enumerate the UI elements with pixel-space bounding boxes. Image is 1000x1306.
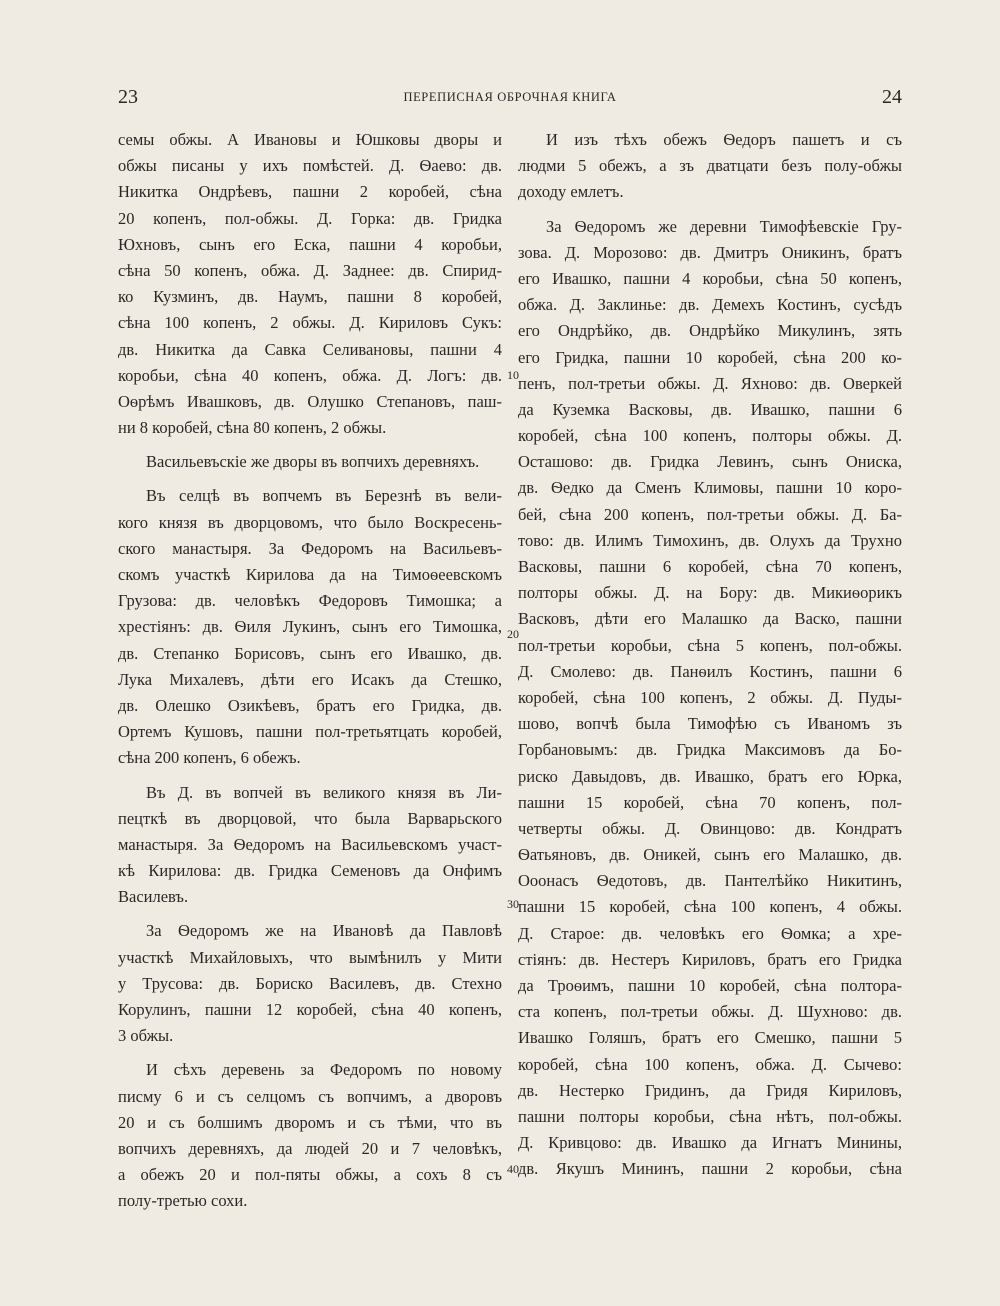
page-header <box>118 86 902 112</box>
text-line: его Гридка, пашни 10 коробей, сѣна 200 ко- <box>518 347 902 367</box>
text-line: ского манастыря. За Федоромъ на Васильевъ- <box>118 538 502 558</box>
text-line: писму 6 и съ селцомъ съ вопчимъ, а дворовъ <box>118 1086 502 1106</box>
text-line: Ортемъ Кушовъ, пашни пол-третьятцать коробей, <box>118 722 502 742</box>
text-line: бей, сѣна 200 копенъ, пол-третьи обжы. Д. Ба- <box>518 504 902 524</box>
text-line: ни 8 коробей, сѣна 80 копенъ, 2 обжы. <box>118 418 387 438</box>
line-number-40: 40 <box>507 1162 519 1176</box>
text-line: пашни 15 коробей, сѣна 100 копенъ, 4 обжы. <box>518 897 902 917</box>
text-line: Д. Смолево: дв. Панѳилъ Костинъ, пашни 6 <box>518 661 902 681</box>
text-line: да Куземка Васковы, дв. Ивашко, пашни 6 <box>518 399 902 419</box>
text-line: шово, вопчѣ была Тимофѣю съ Ивaномъ зъ <box>518 714 902 734</box>
text-line: у Трусова: дв. Бориско Василевъ, дв. Стехно <box>118 973 502 993</box>
text-line: четверты обжы. Д. Овинцово: дв. Кондратъ <box>518 818 902 838</box>
right-text-column <box>518 127 902 1183</box>
text-line: обжы писаны у ихъ помѣстей. Д. Ѳаево: дв. <box>118 156 502 176</box>
text-line: Ивашко Голяшъ, братъ его Смешко, пашни 5 <box>518 1028 902 1048</box>
left-text-column <box>118 127 502 1215</box>
paragraph-gap <box>118 441 502 449</box>
text-line: коробей, сѣна 100 копенъ, полторы обжы. Д. <box>518 426 902 446</box>
text-line: Корулинъ, пашни 12 коробей, сѣна 40 копенъ, <box>118 1000 502 1019</box>
text-line: 20 и съ болшимъ дворомъ и съ тѣми, что въ <box>118 1112 502 1132</box>
text-line: вопчихъ деревняхъ, да людей 20 и 7 человѣкъ, <box>118 1138 502 1158</box>
text-line: пол-третьи коробьи, сѣна 5 копенъ, пол-обжы. <box>518 635 902 655</box>
line-number-20: 20 <box>507 627 519 641</box>
text-line: его Ивашко, пашни 4 коробьи, сѣна 50 копенъ, <box>518 268 902 288</box>
text-line: обжа. Д. Заклинье: дв. Демехъ Костинъ, сусѣдъ <box>518 295 902 315</box>
text-line: пенъ, пол-третьи обжы. Д. Яхново: дв. Оверкей <box>518 373 902 393</box>
text-line: скомъ участкѣ Кирилова да на Тимоѳеевскомъ <box>118 565 502 584</box>
text-line: сѣна 50 копенъ, обжа. Д. Заднее: дв. Спирид- <box>118 260 502 280</box>
text-line: Васковъ, дѣти его Малашко да Васко, пашни <box>518 609 902 629</box>
text-line: 3 обжы. <box>118 1026 174 1046</box>
text-line: манастыря. За Ѳедоромъ на Васильевскомъ участ- <box>118 834 502 854</box>
text-line: его Ондрѣйко, дв. Ондрѣйко Микулинъ, зять <box>518 321 902 341</box>
left-column-paragraph <box>118 780 502 911</box>
text-line: коробьи, сѣна 40 копенъ, обжа. Д. Логъ: дв. <box>118 365 502 385</box>
left-page-number: 23 <box>118 86 138 108</box>
left-column-paragraph <box>118 1057 502 1214</box>
text-line: Ѳатьяновъ, дв. Оникей, сынъ его Малашко, дв. <box>518 845 902 865</box>
text-line: Въ селцѣ въ вопчемъ въ Березнѣ въ вели- <box>146 486 502 506</box>
running-title: ПЕРЕПИСНАЯ ОБРОЧНАЯ КНИГА <box>403 90 617 104</box>
text-line: И сѣхъ деревень за Федоромъ по новому <box>146 1060 502 1080</box>
right-column-paragraph <box>518 214 902 1183</box>
text-line: Д. Кривцово: дв. Ивашко да Игнатъ Минины, <box>518 1133 902 1153</box>
text-line: За Ѳедоромъ же деревни Тимофѣевскіе Гру- <box>546 216 902 236</box>
text-line: Оѳрѣмъ Ивашковъ, дв. Олушко Степановъ, паш- <box>118 391 502 411</box>
left-column-paragraph <box>118 483 502 771</box>
text-line: дв. Степанко Борисовъ, сынъ его Ивашко, дв. <box>118 643 502 663</box>
line-number-10: 10 <box>507 368 519 382</box>
text-line: сѣна 100 копенъ, 2 обжы. Д. Кириловъ Сукъ: <box>118 313 502 333</box>
text-line: дв. Олешко Озикѣевъ, братъ его Гридка, дв. <box>118 695 502 715</box>
paragraph-gap <box>118 910 502 918</box>
text-line: людми 5 обежъ, а зъ дватцати безъ полу-обжы <box>518 156 902 176</box>
text-line: полу-третью сохи. <box>118 1191 248 1211</box>
text-line: Васильевъскіе же дворы въ вопчихъ деревняхъ. <box>146 452 480 472</box>
paragraph-gap <box>118 475 502 483</box>
text-line: Никитка Ондрѣевъ, пашни 2 коробей, сѣна <box>118 182 502 202</box>
text-line: Юхновъ, сынъ его Еска, пашни 4 коробьи, <box>118 234 502 254</box>
text-line: сѣна 200 копенъ, 6 обежъ. <box>118 748 301 768</box>
text-line: Грузова: дв. человѣкъ Федоровъ Тимошка; а <box>118 591 502 611</box>
right-page-number: 24 <box>882 86 902 108</box>
text-line: Осташово: дв. Гридка Левинъ, сынъ Ониска, <box>518 452 902 472</box>
text-line: дв. Никитка да Савка Селивановы, пашни 4 <box>118 339 502 359</box>
text-line: семы обжы. А Ивановы и Юшковы дворы и <box>118 130 502 149</box>
text-line: Въ Д. въ вопчей въ великого князя въ Ли- <box>146 782 502 802</box>
text-line: дв. Ѳедко да Сменъ Климовы, пашни 10 коро- <box>518 478 902 498</box>
text-line: тово: дв. Илимъ Тимохинъ, дв. Олухъ да Трухно <box>518 530 902 550</box>
text-line: Ооонасъ Ѳедотовъ, дв. Пантелѣйко Никитинъ, <box>518 871 902 891</box>
paragraph-gap <box>118 772 502 780</box>
text-line: а обежъ 20 и пол-пяты обжы, а сохъ 8 съ <box>118 1165 502 1185</box>
text-line: кѣ Кирилова: дв. Гридка Семеновъ да Онфимъ <box>118 861 502 881</box>
text-line: пецткѣ въ дворцовой, что была Варварьского <box>118 808 502 828</box>
text-line: Васковы, пашни 6 коробей, сѣна 70 копенъ, <box>518 557 902 576</box>
text-line: Василевъ. <box>118 887 189 907</box>
text-line: коробей, сѣна 100 копенъ, обжа. Д. Сычево: <box>518 1054 902 1074</box>
text-line: да Троѳимъ, пашни 10 коробей, сѣна полтора- <box>518 976 902 995</box>
text-line: полторы обжы. Д. на Бору: дв. Микиѳорикъ <box>518 583 902 603</box>
paragraph-gap <box>118 1049 502 1057</box>
text-line: дв. Якушъ Мининъ, пашни 2 коробьи, сѣна <box>518 1159 902 1179</box>
text-line: ста копенъ, пол-третьи обжы. Д. Шухново: дв. <box>518 1002 902 1022</box>
text-line: риско Давыдовъ, дв. Ивашко, братъ его Юрка, <box>518 766 902 786</box>
text-line: ко Кузминъ, дв. Наумъ, пашни 8 коробей, <box>118 287 502 307</box>
left-column-paragraph <box>118 449 502 475</box>
text-line: 20 копенъ, пол-обжы. Д. Горка: дв. Гридка <box>118 208 502 228</box>
text-line: пашни 15 коробей, сѣна 70 копенъ, пол- <box>518 792 902 812</box>
left-column-paragraph <box>118 918 502 1049</box>
text-line: Лука Михалевъ, дѣти его Исакъ да Стешко, <box>118 669 502 689</box>
text-line: доходу емлетъ. <box>518 182 624 202</box>
text-line: зова. Д. Морозово: дв. Дмитръ Оникинъ, братъ <box>518 242 902 262</box>
paragraph-gap <box>518 206 902 214</box>
text-line: хрестіянъ: дв. Ѳиля Лукинъ, сынъ его Тимошка, <box>118 617 502 637</box>
text-line: участкѣ Михайловыхъ, что вымѣнилъ у Мити <box>118 947 502 967</box>
text-line: За Ѳедоромъ же на Ивановѣ да Павловѣ <box>146 921 502 941</box>
right-column-paragraph <box>518 127 902 206</box>
text-line: стіянъ: дв. Нестеръ Кириловъ, братъ его Гридка <box>518 949 902 969</box>
line-number-30: 30 <box>507 897 519 911</box>
text-line: дв. Нестерко Гридинъ, да Гридя Кириловъ, <box>518 1080 902 1100</box>
text-line: коробей, сѣна 100 копенъ, 2 обжы. Д. Пуды- <box>518 687 902 707</box>
text-line: пашни полторы коробьи, сѣна нѣтъ, пол-обжы. <box>518 1106 902 1126</box>
text-line: Д. Старое: дв. человѣкъ его Ѳомка; а хре- <box>518 923 902 943</box>
text-line: Горбановымъ: дв. Гридка Максимовъ да Бо- <box>518 740 902 760</box>
left-column-paragraph <box>118 127 502 441</box>
text-line: И изъ тѣхъ обежъ Ѳедоръ пашетъ и съ <box>546 130 902 149</box>
text-line: кого князя въ дворцовомъ, что было Воскресень- <box>118 512 502 532</box>
